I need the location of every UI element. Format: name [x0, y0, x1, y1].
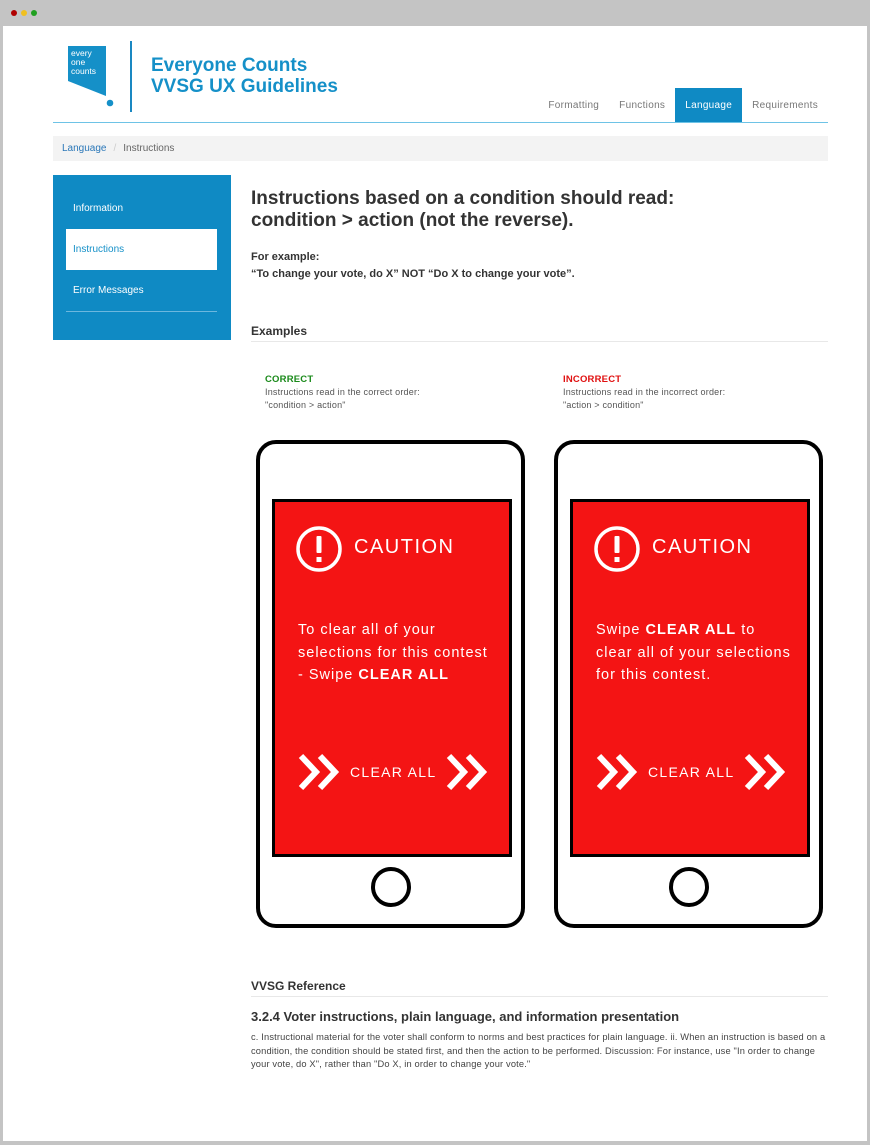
site-title-line1: Everyone Counts — [151, 55, 308, 76]
window-maximize-button[interactable] — [31, 10, 37, 16]
window-minimize-button[interactable] — [21, 10, 27, 16]
reference-body: c. Instructional material for the voter shall conform to norms and best practices for plain language. ii. When an instruction is based on a condition, the condition should be stated first, and then the action to be performed. Discussion: For instance, use "In order to change your vote, do X", rather than "Do X, in order to change your vote." — [251, 1032, 826, 1069]
incorrect-label — [563, 373, 725, 412]
svg-text:every: every — [71, 48, 92, 58]
tab-functions[interactable]: Functions — [619, 99, 666, 111]
page-title — [251, 188, 811, 232]
message-bold-text: CLEAR ALL — [358, 667, 450, 683]
correct-label — [265, 373, 420, 412]
caution-message — [596, 619, 796, 687]
breadcrumb-separator: / — [113, 143, 117, 154]
caution-message — [298, 619, 498, 687]
breadcrumb-language-link[interactable]: Language — [62, 143, 107, 154]
correct-status: CORRECT — [265, 374, 314, 385]
phone-mockup-correct — [256, 440, 525, 928]
caution-screen-correct — [272, 499, 512, 857]
message-text: To clear all of your selections for this contest - Swipe — [298, 622, 488, 683]
message-bold-text: CLEAR ALL — [645, 622, 737, 638]
example-intro: For example: — [251, 251, 320, 263]
clear-all-label: CLEAR ALL — [648, 764, 735, 780]
reference-title: 3.2.4 Voter instructions, plain language, and information presentation — [251, 1009, 680, 1024]
caution-heading: CAUTION — [652, 536, 753, 558]
breadcrumb — [53, 136, 828, 161]
svg-text:counts: counts — [71, 66, 97, 76]
logo-divider — [130, 41, 132, 112]
clear-all-swipe-control[interactable] — [298, 753, 488, 791]
incorrect-desc-line2: "action > condition" — [563, 400, 644, 410]
double-chevron-right-icon — [596, 753, 638, 791]
page — [3, 26, 867, 1141]
sidebar-divider — [66, 311, 217, 312]
examples-heading: Examples — [251, 324, 308, 338]
double-chevron-right-icon — [298, 753, 340, 791]
caution-heading: CAUTION — [354, 536, 455, 558]
phone-home-button — [371, 867, 411, 907]
alert-circle-icon — [593, 525, 641, 573]
phone-mockup-incorrect — [554, 440, 823, 928]
site-title-line2: VVSG UX Guidelines — [151, 76, 338, 97]
tab-language[interactable]: Language — [675, 88, 742, 122]
sidebar-item-information[interactable]: Information — [73, 203, 124, 214]
correct-desc-line2: "condition > action" — [265, 400, 346, 410]
alert-circle-icon — [295, 525, 343, 573]
everyone-counts-logo[interactable] — [68, 46, 120, 108]
clear-all-label: CLEAR ALL — [350, 764, 437, 780]
reference-divider — [251, 996, 828, 997]
clear-all-swipe-control[interactable] — [596, 753, 786, 791]
header-divider — [53, 122, 828, 123]
page-title-line2: condition > action (not the reverse). — [251, 210, 574, 231]
caution-screen-incorrect — [570, 499, 810, 857]
window-titlebar — [0, 0, 870, 26]
message-text: to clear all of your selections for this contest. — [596, 622, 791, 683]
incorrect-status: INCORRECT — [563, 374, 622, 385]
page-title-line1: Instructions based on a condition should read: — [251, 188, 675, 209]
example-block — [251, 249, 575, 283]
incorrect-desc-line1: Instructions read in the incorrect order: — [563, 387, 726, 397]
sidebar-item-instructions[interactable]: Instructions — [66, 229, 217, 270]
window-close-button[interactable] — [11, 10, 17, 16]
tab-formatting[interactable]: Formatting — [548, 99, 600, 111]
vvsg-reference-heading: VVSG Reference — [251, 979, 346, 993]
sidebar-item-error-messages[interactable]: Error Messages — [73, 285, 144, 296]
sidebar — [53, 175, 231, 340]
double-chevron-right-icon — [744, 753, 786, 791]
tab-requirements[interactable]: Requirements — [752, 99, 818, 111]
site-title[interactable] — [151, 55, 338, 97]
examples-divider — [251, 341, 828, 342]
correct-desc-line1: Instructions read in the correct order: — [265, 387, 420, 397]
double-chevron-right-icon — [446, 753, 488, 791]
message-prefix: Swipe — [596, 622, 641, 638]
breadcrumb-current: Instructions — [123, 143, 175, 154]
phone-home-button — [669, 867, 709, 907]
main-nav — [538, 88, 828, 122]
example-text: “To change your vote, do X” NOT “Do X to change your vote”. — [251, 268, 575, 280]
svg-text:one: one — [71, 57, 86, 67]
